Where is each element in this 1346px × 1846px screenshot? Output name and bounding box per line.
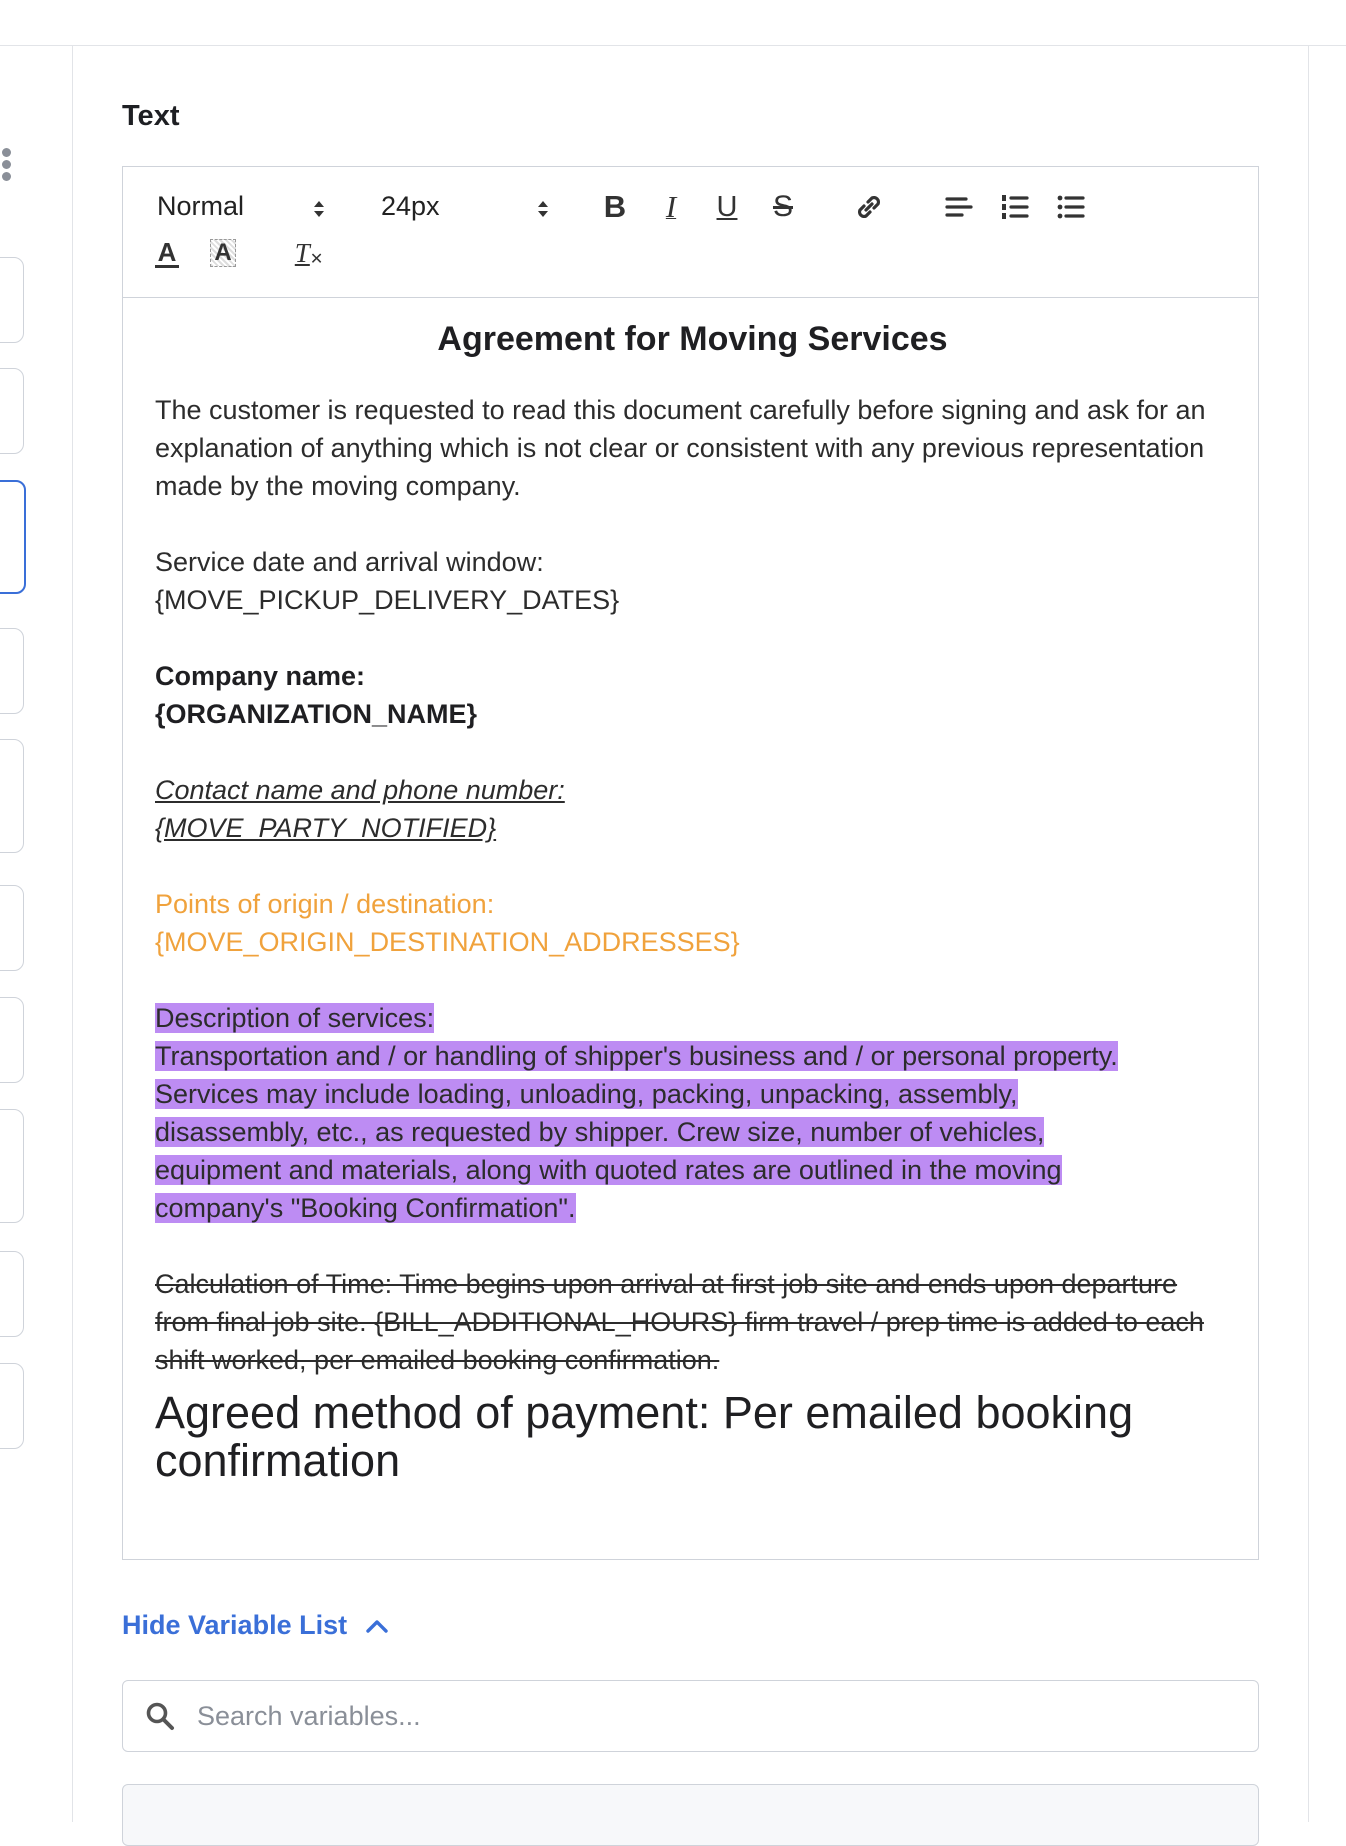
bold-icon: B [603, 189, 627, 224]
editor-toolbar [123, 167, 1258, 298]
hide-variable-list-toggle[interactable] [122, 1610, 389, 1641]
bullet-list-icon [1056, 192, 1086, 222]
strike-button[interactable] [765, 189, 801, 225]
size-select[interactable] [381, 191, 551, 227]
size-select-value: 24px [381, 191, 440, 221]
search-input[interactable] [195, 1695, 1239, 1737]
service-date-variable: {MOVE_PICKUP_DELIVERY_DATES} [155, 585, 620, 615]
select-updown-icon [536, 197, 550, 221]
company-variable: {ORGANIZATION_NAME} [155, 699, 478, 729]
right-rail [1308, 46, 1346, 1822]
description-line: equipment and materials, along with quoted rates are outlined in the moving [155, 1155, 1062, 1185]
align-left-icon [944, 192, 974, 222]
rail-card[interactable] [0, 628, 24, 714]
calculation-paragraph: Calculation of Time: Time begins upon arrival at first job site and ends upon departure from final job site. {BILL_ADDITIONAL_HOURS} firm travel / prep time is added to each shift worked, per emailed booking confirmation. [155, 1269, 1204, 1375]
rail-card[interactable] [0, 885, 24, 971]
text-color-button[interactable] [149, 235, 185, 271]
bold-button[interactable] [597, 189, 633, 225]
format-select-value: Normal [157, 191, 245, 221]
service-date-label: Service date and arrival window: [155, 547, 544, 577]
points-label: Points of origin / destination: [155, 889, 495, 919]
contact-variable: {MOVE_PARTY_NOTIFIED} [155, 813, 497, 843]
description-label: Description of services: [155, 1003, 435, 1033]
background-color-icon: A [210, 239, 235, 267]
rail-card[interactable] [0, 1109, 24, 1223]
underline-icon: U [716, 190, 738, 223]
rail-card[interactable] [0, 368, 24, 454]
variable-list-panel [122, 1784, 1259, 1846]
section-label: Text [122, 100, 180, 132]
rail-card[interactable] [0, 1363, 24, 1449]
editor-content[interactable] [155, 317, 1230, 1485]
intro-paragraph: The customer is requested to read this document carefully before signing and ask for an explanation of anything which is not clear or consistent with any previous representation made by the moving company. [155, 395, 1206, 501]
description-line: company's "Booking Confirmation". [155, 1193, 576, 1223]
description-line: Transportation and / or handling of shipper's business and / or personal property. [155, 1041, 1118, 1071]
search-icon [145, 1701, 175, 1731]
format-select[interactable] [157, 191, 327, 227]
clear-format-button[interactable] [291, 235, 327, 271]
rich-text-editor [122, 166, 1259, 1560]
rail-card-active[interactable] [0, 480, 26, 594]
text-color-icon: A [155, 239, 180, 268]
clear-format-icon: T [294, 237, 310, 268]
description-line: Services may include loading, unloading, packing, unpacking, assembly, [155, 1079, 1018, 1109]
rail-card[interactable] [0, 739, 24, 853]
select-updown-icon [312, 197, 326, 221]
italic-icon: I [665, 189, 677, 224]
ordered-list-button[interactable] [997, 189, 1033, 225]
drag-handle-icon[interactable] [2, 148, 16, 182]
italic-button[interactable] [653, 189, 689, 225]
clear-x-icon: ✕ [309, 251, 324, 268]
rail-card[interactable] [0, 257, 24, 343]
company-label: Company name: [155, 661, 366, 691]
description-line: disassembly, etc., as requested by shipper. Crew size, number of vehicles, [155, 1117, 1045, 1147]
left-rail [0, 46, 73, 1822]
document-title: Agreement for Moving Services [437, 320, 948, 358]
bullet-list-button[interactable] [1053, 189, 1089, 225]
variable-search [122, 1680, 1259, 1752]
align-button[interactable] [941, 189, 977, 225]
link-icon [853, 191, 885, 223]
rail-card[interactable] [0, 1251, 24, 1337]
chevron-up-icon [365, 1618, 389, 1634]
background-color-button[interactable] [205, 235, 241, 271]
contact-label: Contact name and phone number: [155, 775, 565, 805]
link-button[interactable] [851, 189, 887, 225]
payment-paragraph: Agreed method of payment: Per emailed booking confirmation [155, 1387, 1134, 1486]
top-bar [0, 0, 1346, 46]
hide-variable-list-label: Hide Variable List [122, 1610, 348, 1640]
ordered-list-icon [1000, 192, 1030, 222]
strike-icon: S [772, 190, 793, 223]
rail-card[interactable] [0, 997, 24, 1083]
underline-button[interactable] [709, 189, 745, 225]
points-variable: {MOVE_ORIGIN_DESTINATION_ADDRESSES} [155, 927, 740, 957]
